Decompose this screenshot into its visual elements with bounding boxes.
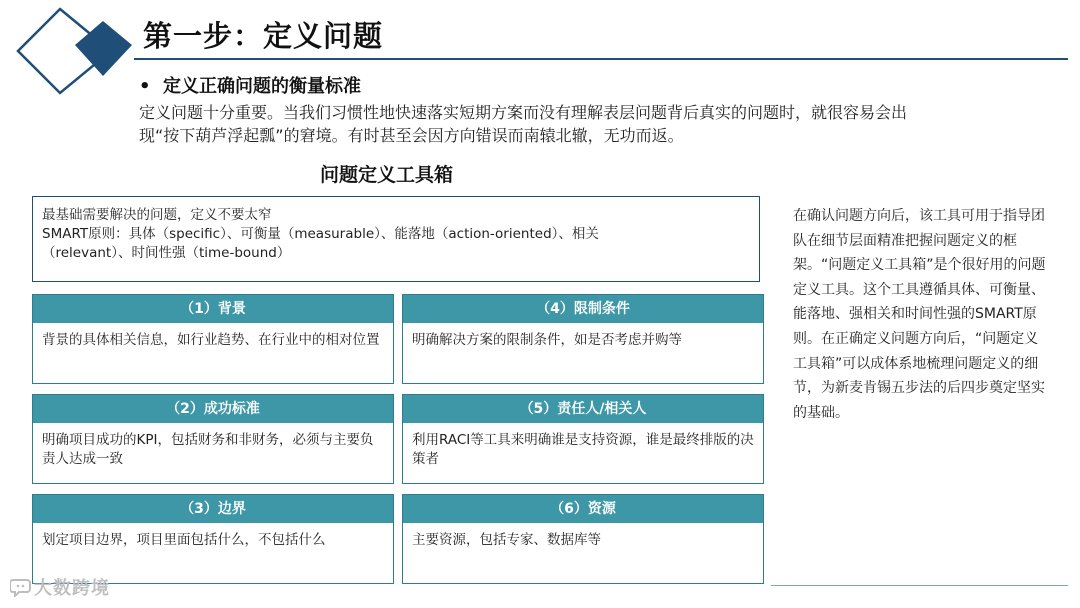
card-header: （2）成功标准 <box>33 395 393 423</box>
card-header: （3）边界 <box>33 495 393 523</box>
card-body: 明确项目成功的KPI，包括财务和非财务，必须与主要负责人达成一致 <box>42 432 374 467</box>
title-divider <box>134 58 1068 60</box>
bottom-divider <box>771 585 1068 586</box>
basic-problem-line-1: 最基础需要解决的问题，定义不要太窄 <box>42 207 272 223</box>
section-bullet <box>139 72 361 98</box>
card-resources <box>402 494 764 584</box>
toolbox-title: 问题定义工具箱 <box>320 164 454 186</box>
bullet-text: 定义正确问题的衡量标准 <box>163 76 361 97</box>
card-stakeholders <box>402 394 764 484</box>
card-body: 明确解决方案的限制条件，如是否考虑并购等 <box>412 332 682 348</box>
intro-paragraph <box>139 101 1019 147</box>
intro-line-2: 现“按下葫芦浮起瓢”的窘境。有时甚至会因方向错误而南辕北辙，无功而返。 <box>139 126 684 145</box>
bullet-icon: • <box>139 76 151 97</box>
card-header: （5）责任人/相关人 <box>403 395 763 423</box>
card-body: 划定项目边界，项目里面包括什么，不包括什么 <box>42 532 326 548</box>
card-success-criteria <box>32 394 394 484</box>
card-boundary <box>32 494 394 584</box>
chat-bubble-icon <box>10 577 32 597</box>
watermark-text: 大数跨境 <box>34 578 110 599</box>
card-body: 利用RACI等工具来明确谁是支持资源，谁是最终排版的决策者 <box>412 432 754 467</box>
basic-problem-box <box>32 196 760 282</box>
card-body: 主要资源，包括专家、数据库等 <box>412 532 601 548</box>
diamond-logo-icon <box>0 0 150 100</box>
intro-line-1: 定义问题十分重要。当我们习惯性地快速落实短期方案而没有理解表层问题背后真实的问题时，就很容易会出 <box>139 103 908 122</box>
side-description: 在确认问题方向后，该工具可用于指导团队在细节层面精准把握问题定义的框架。“问题定义工具箱”是个很好用的问题定义工具。这个工具遵循具体、可衡量、能落地、强相关和时间性强的SMART原则。在正确定义问题方向后，“问题定义工具箱”可以成体系地梳理问题定义的细节，为新麦肯锡五步法的后四步奠定坚实的基础。 <box>793 208 1046 421</box>
card-body: 背景的具体相关信息，如行业趋势、在行业中的相对位置 <box>42 332 380 348</box>
page-title: 第一步：定义问题 <box>143 19 384 53</box>
card-background <box>32 294 394 384</box>
watermark <box>10 574 110 600</box>
card-header: （4）限制条件 <box>403 295 763 323</box>
basic-problem-line-3: （relevant）、时间性强（time-bound） <box>42 245 291 261</box>
card-header: （6）资源 <box>403 495 763 523</box>
basic-problem-line-2: SMART原则：具体（specific）、可衡量（measurable）、能落地（action-oriented）、相关 <box>42 226 599 242</box>
card-constraints <box>402 294 764 384</box>
card-header: （1）背景 <box>33 295 393 323</box>
